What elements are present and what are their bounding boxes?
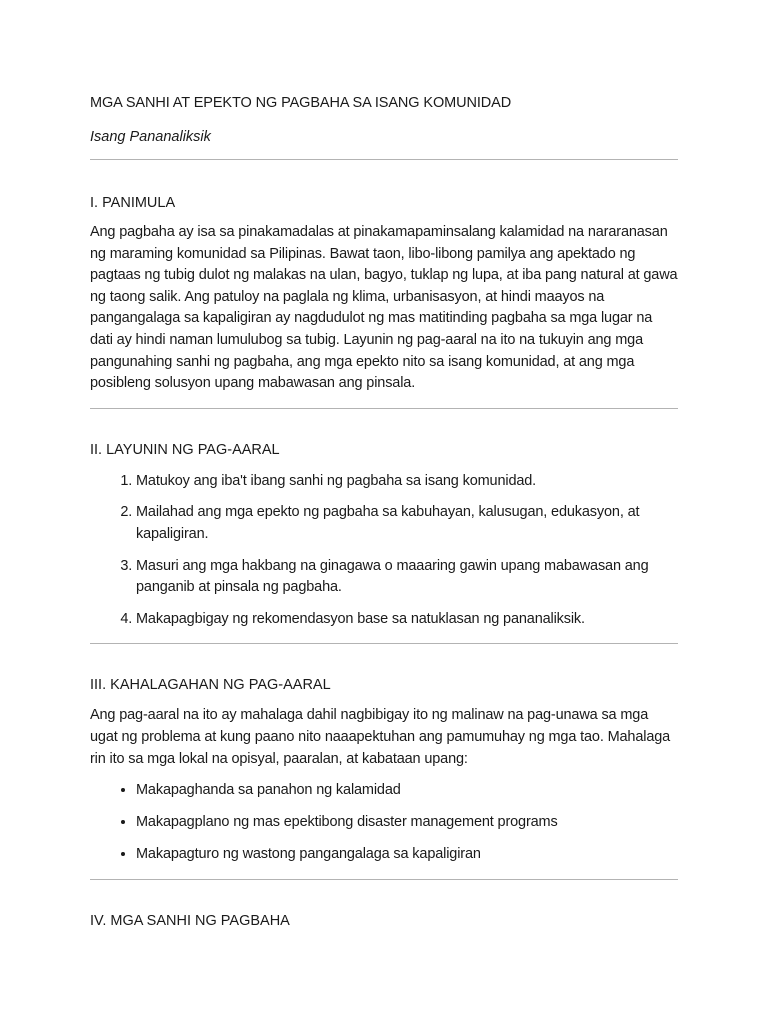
list-item: • Makapagturo ng wastong pangangalaga sa kapaligiran [136, 844, 678, 866]
section-heading-layunin: II. LAYUNIN NG PAG-AARAL [90, 441, 280, 458]
section-heading-panimula: I. PANIMULA [90, 195, 176, 211]
section-heading-kahalagahan: III. KAHALAGAHAN NG PAG-AARAL [90, 677, 331, 694]
list-item: 4. Makapagbigay ng rekomendasyon base sa natuklasan ng pananaliksik. [136, 609, 678, 631]
list-item: 3. Masuri ang mga hakbang na ginagawa o maaaring gawin upang mabawasan ang panganib at pinsala ng pagbaha. [136, 556, 678, 599]
layunin-list [90, 471, 678, 631]
list-item: 1. Matukoy ang iba't ibang sanhi ng pagbaha sa isang komunidad. [136, 471, 678, 493]
kahalagahan-paragraph: Ang pag-aaral na ito ay mahalaga dahil nagbibigay ito ng malinaw na pag-unawa sa mga ugat ng problema at kung paano nito naaapektuhan ang pamumuhay ng mga tao. Mahalaga rin ito sa mga lokal na opisyal, paaralan, at kabataan upang: [90, 707, 671, 767]
list-item: • Makapaghanda sa panahon ng kalamidad [136, 780, 678, 802]
list-item: 2. Mailahad ang mga epekto ng pagbaha sa kabuhayan, kalusugan, edukasyon, at kapaligiran. [136, 502, 678, 545]
section-divider [90, 879, 678, 880]
section-divider [90, 159, 678, 160]
section-divider [90, 643, 678, 644]
document-title: MGA SANHI AT EPEKTO NG PAGBAHA SA ISANG KOMUNIDAD [90, 95, 512, 111]
section-heading-mga-sanhi: IV. MGA SANHI NG PAGBAHA [90, 912, 290, 929]
section-divider [90, 408, 678, 409]
panimula-paragraph: Ang pagbaha ay isa sa pinakamadalas at pinakamapaminsalang kalamidad na nararanasan ng maraming komunidad sa Pilipinas. Bawat taon, libo-libong pamilya ang apektado ng pagtaas ng tubig dulot ng malakas na ulan, bagyo, tuklap ng lupa, at iba pang natural at gawa ng taong salik. Ang patuloy na paglala ng klima, urbanisasyon, at hindi maayos na pangangalaga sa kapaligiran ay nagdudulot ng mas matitinding pagbaha sa mga lugar na dati ay hindi naman lumulubog sa tubig. Layunin ng pag-aaral na ito na tukuyin ang mga pangunahing sanhi ng pagbaha, ang mga epekto nito sa isang komunidad, at ang mga posibleng solusyon upang mabawasan ang pinsala. [90, 224, 678, 392]
document-subtitle: Isang Pananaliksik [90, 129, 211, 145]
list-item: • Makapagplano ng mas epektibong disaster management programs [136, 812, 678, 834]
kahalagahan-list [90, 780, 678, 866]
